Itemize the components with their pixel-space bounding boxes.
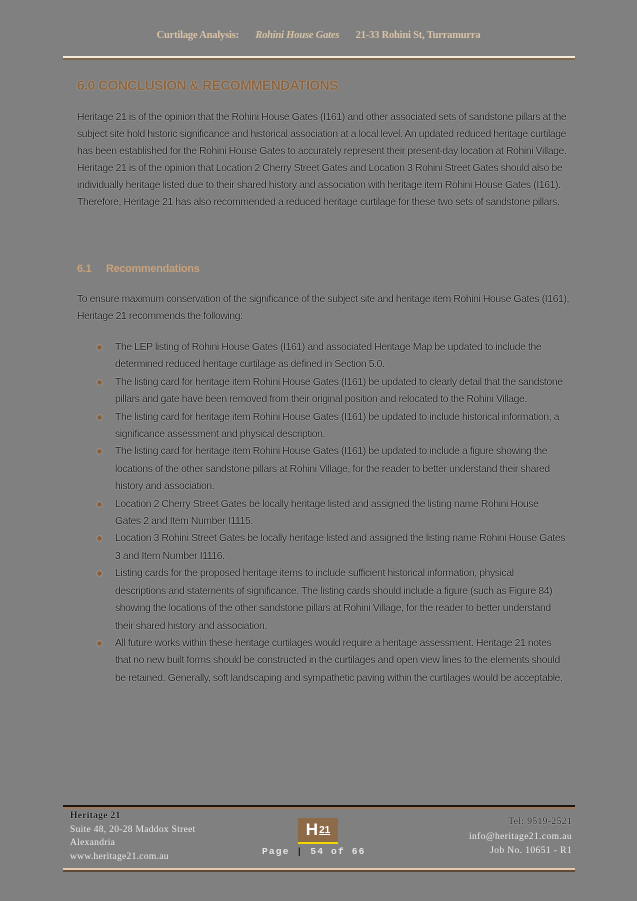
list-item: The LEP listing of Rohini House Gates (I161) and associated Heritage Map be updated to include the determined reduced heritage curtilage as defined in Section 5.0. <box>96 339 566 374</box>
header-divider <box>63 56 575 60</box>
footer-divider-top <box>63 805 575 808</box>
list-item: Listing cards for the proposed heritage items to include sufficient historical information, physical descriptions and statements of significance. The listing cards should include a figure (such as Figure 84) showing the locations of the other sandstone pillars at Rohini Village, for the reader to better understand their shared history and association. <box>96 565 566 635</box>
list-item: All future works within these heritage curtilages would require a heritage assessment. Heritage 21 notes that no new built forms should be constructed in the curtilages and open view lines to the elements should be retained. Generally, soft landscaping and sympathetic paving within the curtilages would be acceptable. <box>96 635 566 687</box>
header-subject: Rohini House Gates <box>255 30 340 41</box>
subsection-title: Recommendations <box>106 263 200 275</box>
recommendations-intro: To ensure maximum conservation of the significance of the subject site and heritage item Rohini House Gates (I161), Heritage 21 recommends the following: <box>77 294 570 323</box>
subsection-number: 6.1 <box>77 263 92 275</box>
footer-address-line2: Alexandria <box>70 838 116 848</box>
footer-job-number: Job No. 10651 - R1 <box>490 846 572 856</box>
list-item: Location 3 Rohini Street Gates be locally heritage listed and assigned the listing name Rohini House Gates 3 and Item Number I1116. <box>96 530 566 565</box>
footer-email-link[interactable]: info@heritage21.com.au <box>468 831 572 842</box>
list-item: The listing card for heritage item Rohini House Gates (I161) be updated to clearly detail that the sandstone pillars and gate have been removed from their original position and relocated to the Rohini Village. <box>96 374 566 409</box>
page-number: Page | 54 of 66 <box>262 846 366 857</box>
bullet-icon <box>97 641 102 646</box>
list-item: The listing card for heritage item Rohini House Gates (I161) be updated to include historical information, a significance assessment and physical description. <box>96 409 566 444</box>
running-header <box>0 30 637 41</box>
header-doc-type: Curtilage Analysis: <box>156 30 239 41</box>
section-title: 6.0 CONCLUSION & RECOMMENDATIONS <box>77 78 338 93</box>
list-item: The listing card for heritage item Rohini House Gates (I161) be updated to include a figure showing the locations of the other sandstone pillars at Rohini Village, for the reader to better understand their shared history and association. <box>96 443 566 495</box>
footer-divider-bottom <box>63 868 575 872</box>
list-item: Location 2 Cherry Street Gates be locally heritage listed and assigned the listing name Rohini House Gates 2 and Item Number I1115. <box>96 496 566 531</box>
subsection-heading <box>77 263 200 275</box>
bullet-icon <box>97 345 102 350</box>
bullet-icon <box>97 380 102 385</box>
footer-telephone: Tel: 9519-2521 <box>508 817 572 827</box>
bullet-icon <box>97 449 102 454</box>
bullet-icon <box>97 536 102 541</box>
header-address: 21-33 Rohini St, Turramurra <box>355 30 481 41</box>
bullet-icon <box>97 502 102 507</box>
bullet-icon <box>97 415 102 420</box>
recommendations-list <box>96 339 566 687</box>
footer-website-link[interactable]: www.heritage21.com.au <box>70 851 169 862</box>
footer-address-block <box>70 810 196 864</box>
footer-address-line1: Suite 48, 20-28 Maddox Street <box>70 824 196 835</box>
section-intro-paragraph: Heritage 21 is of the opinion that the Rohini House Gates (I161) and other associated sets of sandstone pillars at the subject site hold historic significance and historical association at a local level. An updated reduced heritage curtilage has been established for the Rohini House Gates to accurately represent their present-day location at Rohini Village. Heritage 21 is of the opinion that Location 2 Cherry Street Gates and Location 3 Rohini Street Gates should also be individually heritage listed due to their shared history and association with heritage item Rohini House Gates (I161). Therefore, Heritage 21 has also recommended a reduced heritage curtilage for these two sets of sandstone pillars. <box>77 112 567 209</box>
heritage21-logo: H 21 <box>298 818 338 844</box>
bullet-icon <box>97 571 102 576</box>
footer-org-name: Heritage 21 <box>70 811 121 821</box>
footer-contact-block <box>469 815 572 859</box>
